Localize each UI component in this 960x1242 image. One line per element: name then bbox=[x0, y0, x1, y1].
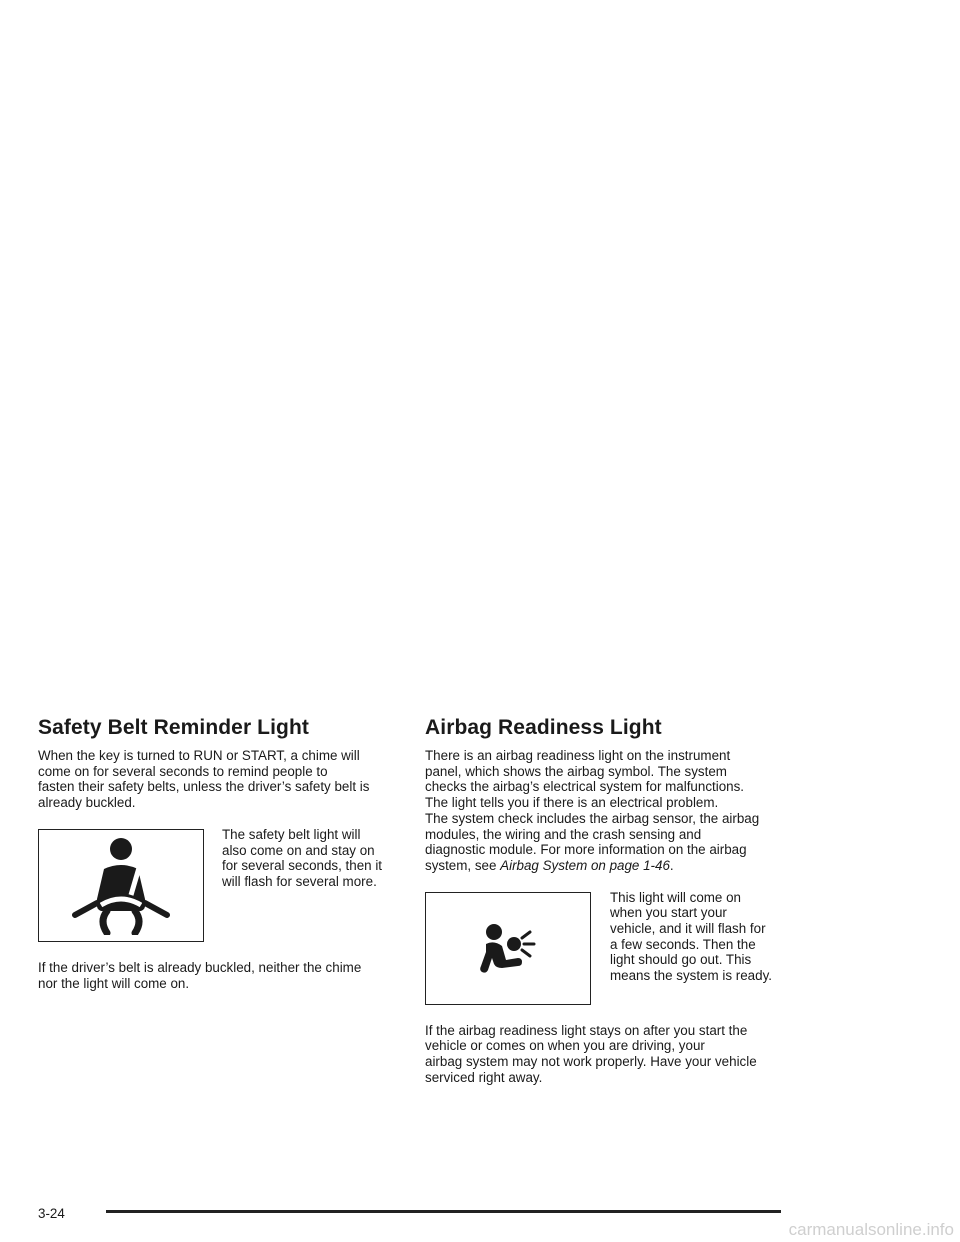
safety-belt-figure bbox=[38, 829, 204, 942]
safety-belt-outro: If the driver’s belt is already buckled, neither the chime nor the light will come on. bbox=[38, 959, 362, 991]
airbag-figure-caption: This light will come on when you start your vehicle, and it will flash for a few seconds. Then the light should go out. This means the system is ready. bbox=[610, 889, 772, 984]
safety-belt-intro: When the key is turned to RUN or START, a chime will come on for several seconds to remind people to fasten their safety belts, unless the driver’s safety belt is already buckled. bbox=[38, 748, 370, 811]
safety-belt-figure-row bbox=[38, 826, 398, 942]
airbag-icon bbox=[478, 920, 538, 976]
airbag-outro: If the airbag readiness light stays on after you start the vehicle or comes on when you are driving, your airbag system may not work properly. Have your vehicle serviced right away. bbox=[425, 1022, 757, 1085]
airbag-system-reference: Airbag System on page 1-46 bbox=[500, 857, 670, 873]
airbag-section bbox=[425, 716, 787, 1085]
footer-rule bbox=[106, 1210, 781, 1213]
airbag-figure bbox=[425, 892, 591, 1005]
watermark: carmanualsonline.info bbox=[788, 1220, 954, 1239]
airbag-intro: There is an airbag readiness light on the instrument panel, which shows the airbag symbol. The system checks the airbag’s electrical system for malfunctions. The light tells you if there is an electrical problem. The system check includes the airbag sensor, the airbag modules, the wiring and the crash sensing and diagnostic module. For more information on the airbag system, see Airbag System on page 1-46. bbox=[425, 748, 760, 873]
safety-belt-heading: Safety Belt Reminder Light bbox=[38, 716, 309, 739]
airbag-figure-row bbox=[425, 889, 787, 1005]
page-number: 3-24 bbox=[38, 1206, 65, 1221]
airbag-heading: Airbag Readiness Light bbox=[425, 716, 662, 739]
safety-belt-section bbox=[38, 716, 398, 991]
safety-belt-icon bbox=[71, 835, 171, 935]
safety-belt-figure-caption: The safety belt light will also come on and stay on for several seconds, then it will flash for several more. bbox=[222, 826, 383, 889]
